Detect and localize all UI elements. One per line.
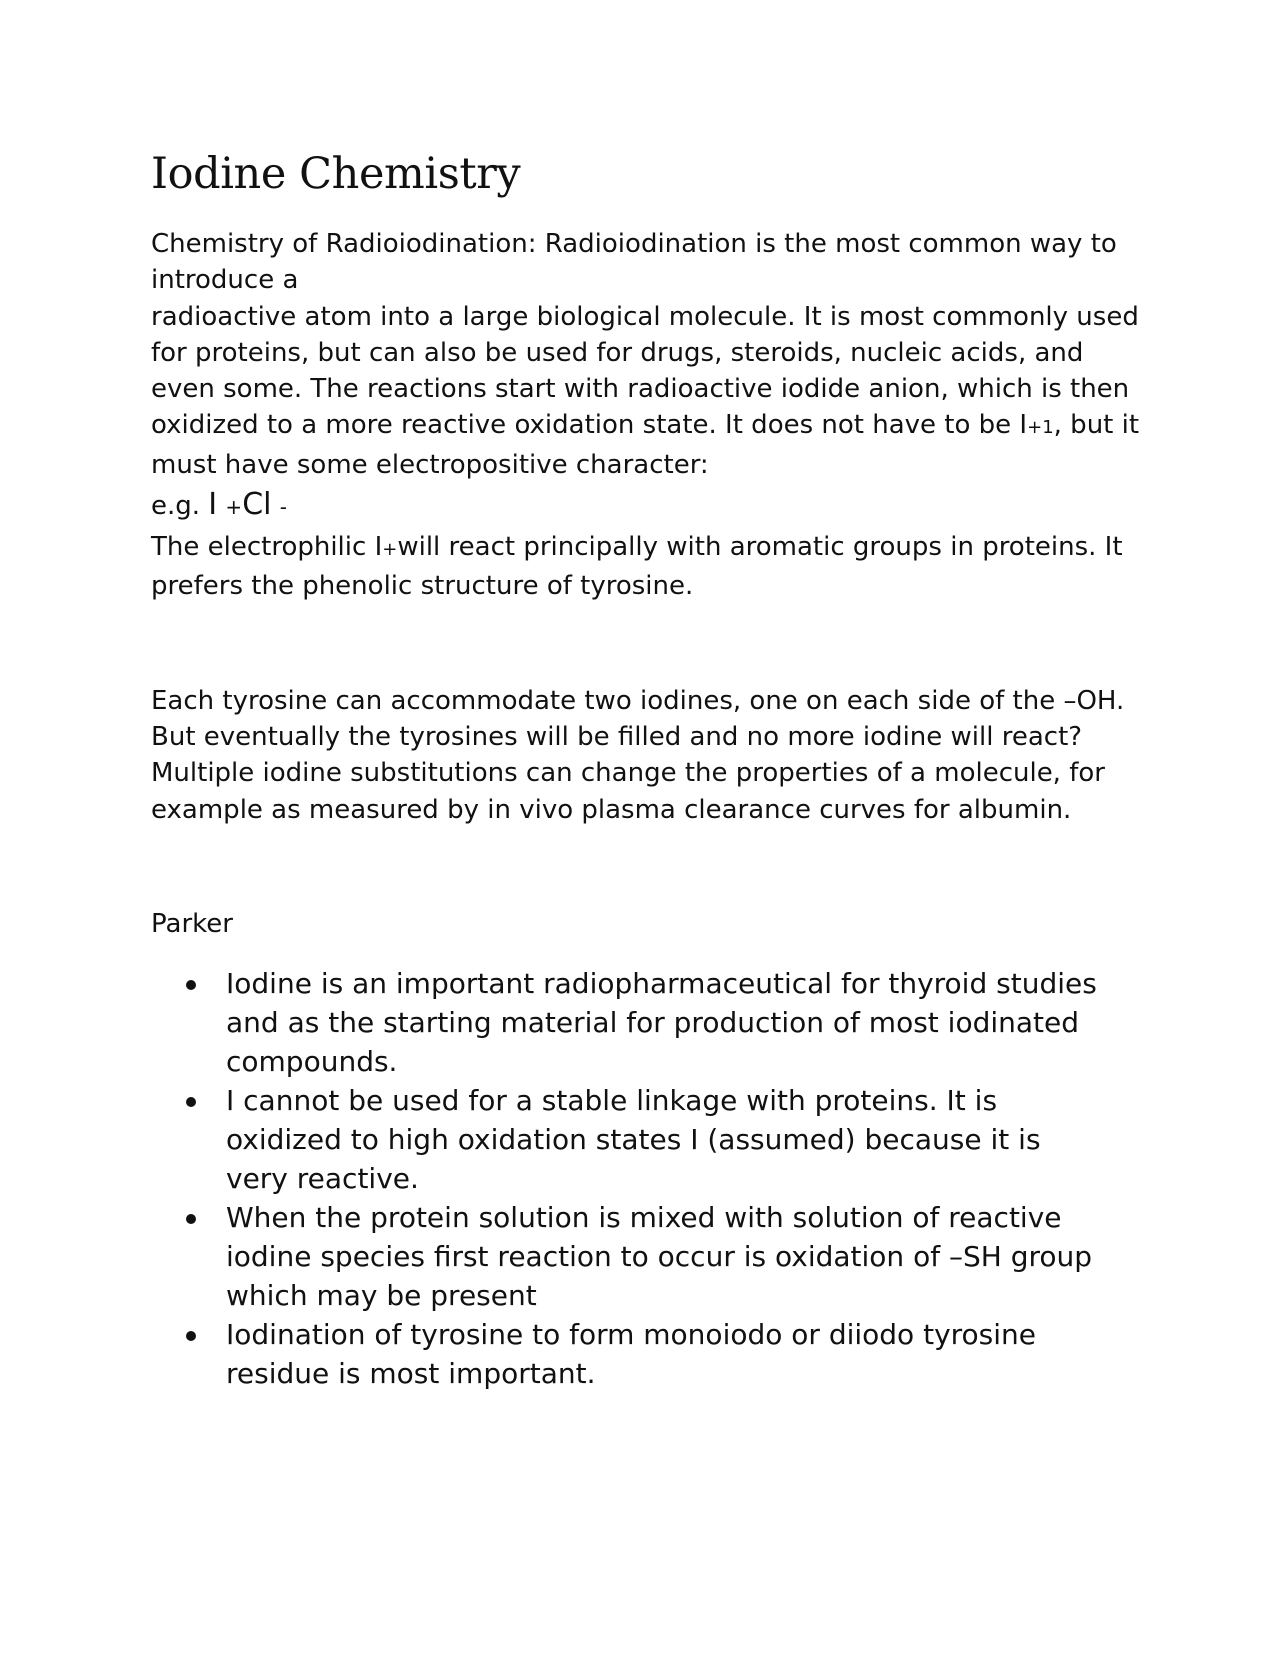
text-run: e.g. [151,491,209,522]
bullet-icon [186,1214,196,1224]
formula-plus: + [225,495,243,520]
superscript: +1 [1027,417,1054,439]
paragraph-line [151,299,1151,483]
paragraph-line: Chemistry of Radioiodination: Radioiodination is the most common way to introduce a [151,229,1117,296]
list-item [226,1081,1151,1198]
text-run: radioactive atom into a large biological molecule. It is most commonly used for proteins, but can also be used for drugs, steroids, nucleic acids, and even some. The reactions start with radioactive iodide anion, which is then oxidized to a more reactive oxidation state. It does not have to be I [151,301,1139,441]
paragraph-tyrosine [151,683,1151,828]
list-item-text: Iodination of tyrosine to form monoiodo or diiodo tyrosine residue is most important. [226,1317,1037,1390]
bullet-icon [186,1331,196,1341]
paragraph-line: Multiple iodine substitutions can change the properties of a molecule, for example as measured by in vivo plasma clearance curves for albumin. [151,758,1105,825]
text-run: The electrophilic I [151,532,383,563]
bullet-icon [186,1097,196,1107]
blank-space [151,828,1151,906]
document-page [151,148,1151,1393]
list-item-text: Iodine is an important radiopharmaceutical for thyroid studies and as the starting material for production of most iodinated compounds. [226,966,1097,1078]
list-item-text: When the protein solution is mixed with solution of reactive iodine species first reaction to occur is oxidation of –SH group which may be present [226,1200,1093,1312]
example-formula [151,483,1151,529]
paragraph-line [151,529,1151,605]
list-item [226,1198,1151,1315]
list-item-text: I cannot be used for a stable linkage with proteins. It is oxidized to high oxidation states I (assumed) because it is very reactive. [226,1083,1041,1195]
formula-minus: - [279,495,287,520]
paragraph-radioiodination [151,226,1151,605]
bullet-icon [186,980,196,990]
text-run: , but it must have some electropositive character: [151,410,1140,480]
list-item [226,1315,1151,1393]
text-run: will react principally with aromatic groups in proteins. It prefers the phenolic structure of tyrosine. [151,532,1123,602]
author-name: Parker [151,908,233,939]
formula-chlorine: Cl [242,487,272,523]
bullet-list [151,964,1151,1393]
list-item [226,964,1151,1081]
page-title: Iodine Chemistry [151,149,521,199]
paragraph-line: Each tyrosine can accommodate two iodines, one on each side of the –OH. But eventually the tyrosines will be filled and no more iodine will react? [151,685,1125,752]
blank-space [151,605,1151,683]
superscript: + [382,539,398,561]
formula-iodine: I [208,487,218,523]
